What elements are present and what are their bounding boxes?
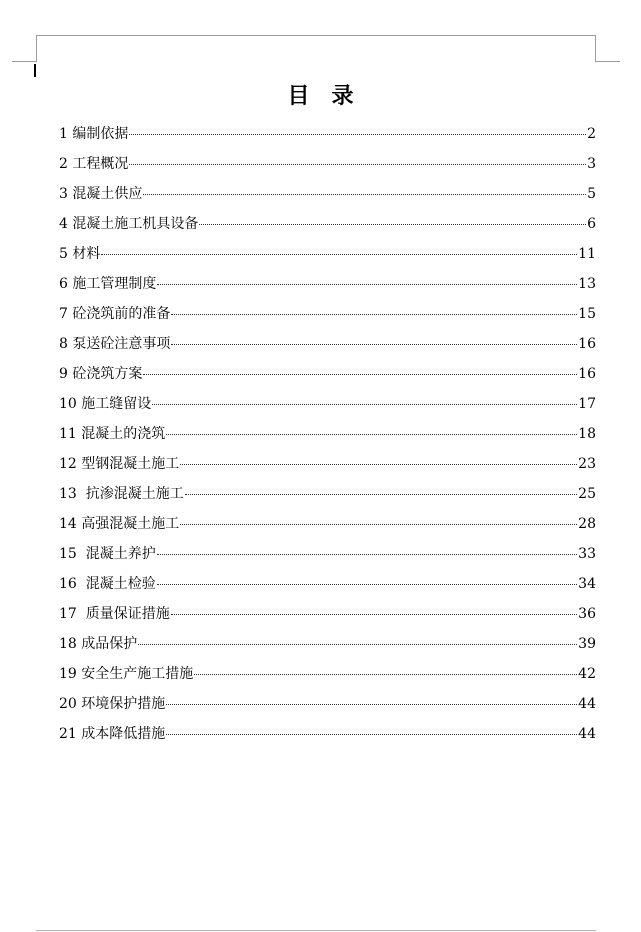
toc-entry[interactable]	[59, 569, 596, 599]
toc-entry-label: 16 混凝土检验	[59, 576, 156, 592]
crop-mark-top	[36, 35, 596, 36]
toc-entry[interactable]	[59, 659, 596, 689]
toc-leader-dots	[166, 434, 577, 435]
toc-entry-page-number: 6	[587, 216, 596, 232]
toc-entry[interactable]	[59, 509, 596, 539]
toc-entry-label: 12 型钢混凝土施工	[59, 456, 180, 472]
toc-entry-page-number: 11	[578, 246, 596, 262]
toc-entry-page-number: 28	[578, 516, 596, 532]
toc-leader-dots	[138, 644, 577, 645]
toc-leader-dots	[101, 254, 577, 255]
toc-entry[interactable]	[59, 209, 596, 239]
toc-entry-label: 4 混凝土施工机具设备	[59, 216, 199, 232]
toc-entry[interactable]	[59, 239, 596, 269]
table-of-contents	[59, 119, 596, 749]
crop-mark-right	[596, 61, 620, 62]
toc-entry-page-number: 16	[578, 366, 596, 382]
toc-entry-label: 7 砼浇筑前的准备	[59, 306, 171, 322]
toc-entry-page-number: 2	[587, 126, 596, 142]
toc-leader-dots	[157, 584, 577, 585]
crop-mark-top-left	[36, 35, 37, 62]
toc-entry-label: 8 泵送砼注意事项	[59, 336, 171, 352]
toc-entry-label: 19 安全生产施工措施	[59, 666, 194, 682]
toc-entry[interactable]	[59, 449, 596, 479]
toc-leader-dots	[166, 704, 577, 705]
toc-entry-label: 6 施工管理制度	[59, 276, 157, 292]
toc-entry[interactable]	[59, 479, 596, 509]
toc-entry[interactable]	[59, 599, 596, 629]
toc-entry[interactable]	[59, 359, 596, 389]
toc-entry-page-number: 23	[578, 456, 596, 472]
toc-entry-label: 9 砼浇筑方案	[59, 366, 143, 382]
toc-title: 目录	[287, 83, 376, 109]
toc-entry-label: 17 质量保证措施	[59, 606, 170, 622]
toc-entry-label: 1 编制依据	[59, 126, 129, 142]
toc-entry-page-number: 34	[578, 576, 596, 592]
toc-entry-page-number: 44	[578, 696, 596, 712]
crop-mark-top-right	[595, 35, 596, 62]
toc-entry-page-number: 18	[578, 426, 596, 442]
toc-leader-dots	[185, 494, 577, 495]
toc-leader-dots	[171, 614, 577, 615]
toc-leader-dots	[180, 524, 577, 525]
toc-entry-page-number: 36	[578, 606, 596, 622]
toc-entry[interactable]	[59, 179, 596, 209]
toc-entry[interactable]	[59, 719, 596, 749]
toc-leader-dots	[180, 464, 577, 465]
toc-entry[interactable]	[59, 329, 596, 359]
toc-entry[interactable]	[59, 689, 596, 719]
toc-entry-label: 15 混凝土养护	[59, 546, 156, 562]
toc-entry-page-number: 15	[578, 306, 596, 322]
toc-entry-page-number: 39	[578, 636, 596, 652]
toc-entry-page-number: 17	[578, 396, 596, 412]
toc-leader-dots	[152, 404, 577, 405]
toc-leader-dots	[129, 164, 586, 165]
toc-leader-dots	[171, 314, 577, 315]
toc-entry[interactable]	[59, 629, 596, 659]
toc-entry-label: 14 高强混凝土施工	[59, 516, 180, 532]
toc-leader-dots	[143, 374, 577, 375]
toc-entry-page-number: 5	[587, 186, 596, 202]
crop-mark-left	[12, 61, 36, 62]
toc-entry-page-number: 13	[578, 276, 596, 292]
toc-entry-label: 13 抗渗混凝土施工	[59, 486, 184, 502]
toc-leader-dots	[199, 224, 586, 225]
toc-entry[interactable]	[59, 149, 596, 179]
toc-entry[interactable]	[59, 299, 596, 329]
toc-entry[interactable]	[59, 269, 596, 299]
toc-leader-dots	[129, 134, 586, 135]
toc-entry-page-number: 25	[578, 486, 596, 502]
toc-leader-dots	[171, 344, 577, 345]
crop-mark-bottom	[36, 930, 596, 931]
toc-entry-page-number: 42	[578, 666, 596, 682]
toc-entry-page-number: 33	[578, 546, 596, 562]
text-cursor[interactable]	[34, 64, 36, 77]
toc-leader-dots	[157, 554, 577, 555]
toc-entry[interactable]	[59, 539, 596, 569]
toc-entry-label: 3 混凝土供应	[59, 186, 143, 202]
toc-entry-label: 11 混凝土的浇筑	[59, 426, 166, 442]
toc-entry[interactable]	[59, 119, 596, 149]
toc-entry-label: 20 环境保护措施	[59, 696, 166, 712]
toc-leader-dots	[157, 284, 577, 285]
toc-entry-page-number: 16	[578, 336, 596, 352]
toc-entry-label: 5 材料	[59, 246, 101, 262]
toc-entry[interactable]	[59, 419, 596, 449]
toc-entry-label: 10 施工缝留设	[59, 396, 152, 412]
toc-leader-dots	[194, 674, 577, 675]
toc-entry-label: 18 成品保护	[59, 636, 138, 652]
toc-entry-page-number: 3	[587, 156, 596, 172]
toc-entry[interactable]	[59, 389, 596, 419]
toc-entry-label: 21 成本降低措施	[59, 726, 166, 742]
toc-entry-label: 2 工程概况	[59, 156, 129, 172]
toc-leader-dots	[166, 734, 577, 735]
toc-leader-dots	[143, 194, 586, 195]
toc-entry-page-number: 44	[578, 726, 596, 742]
